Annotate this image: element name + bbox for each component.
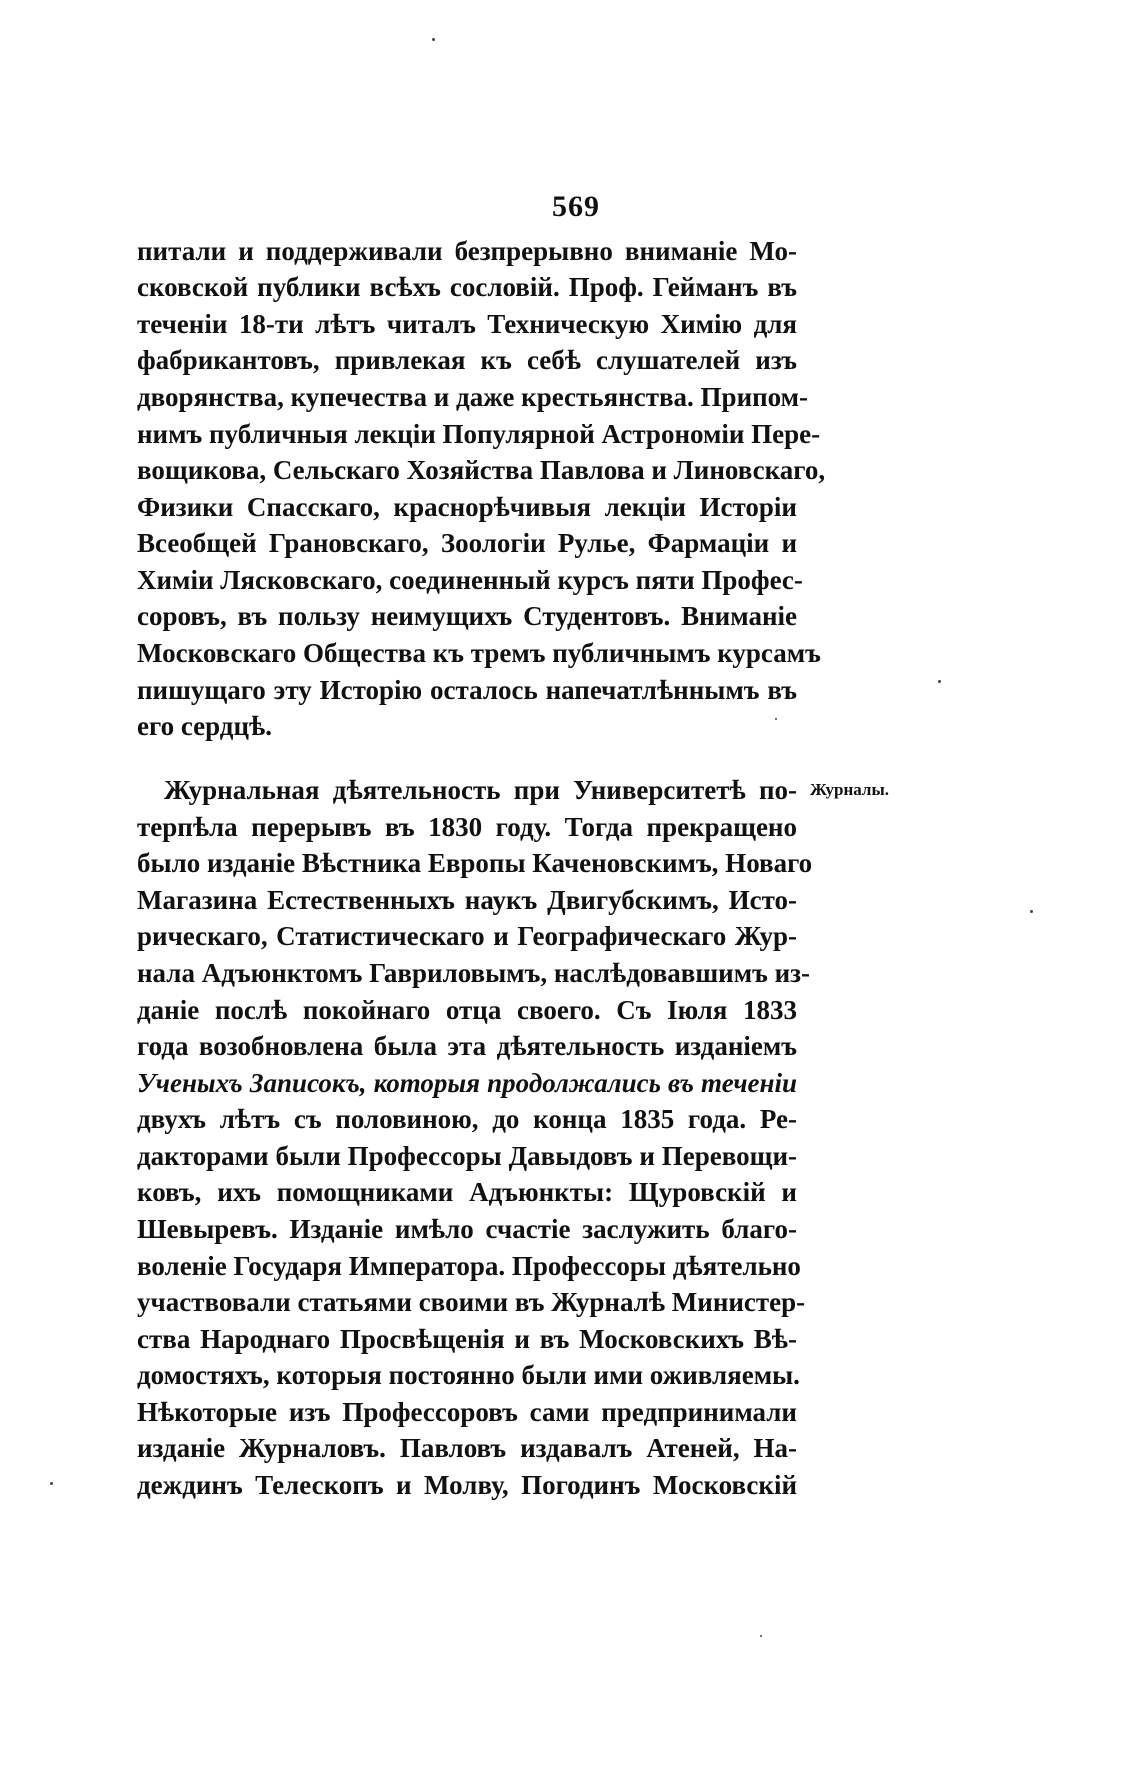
margin-note: Журналы. [810,780,889,799]
scan-speck [760,1635,762,1637]
scan-speck [432,38,435,41]
text-line: нимъ публичныя лекціи Популярной Астрономіи Пере- [137,419,821,449]
scan-speck [1030,910,1033,913]
text-line: питали и поддерживали безпрерывно вниманіе Мо- [137,236,797,266]
text-line: изданіе Журналовъ. Павловъ издавалъ Атеней, На- [137,1433,797,1463]
text-line: участвовали статьями своими въ Журналѣ Министер- [137,1287,806,1317]
text-line: вощикова, Сельскаго Хозяйства Павлова и Линовскаго, [137,455,826,485]
text-line: ства Народнаго Просвѣщенія и въ Московскихъ Вѣ- [137,1324,797,1354]
page-number: 569 [552,190,600,223]
text-line: терпѣла перерывъ въ 1830 году. Тогда прекращено [137,812,797,842]
text-line: дворянства, купечества и даже крестьянства. Припом- [137,382,809,412]
text-line: фабрикантовъ, привлекая къ себѣ слушателей изъ [137,345,797,375]
text-line: домостяхъ, которыя постоянно были ими оживляемы. [137,1360,800,1390]
text-line: сковской публики всѣхъ сословій. Проф. Гейманъ въ [137,272,797,302]
text-line: ковъ, ихъ помощниками Адъюнкты: Щуровскій и [137,1177,797,1207]
text-line: теченіи 18-ти лѣтъ читалъ Техническую Химію для [137,309,797,339]
text-line: Ученыхъ Записокъ, которыя продолжались въ теченіи [137,1068,797,1098]
text-line: Журнальная дѣятельность при Университетѣ по- [164,775,797,805]
scan-speck [775,718,777,720]
text-line: Нѣкоторые изъ Профессоровъ сами предпринимали [137,1397,797,1427]
text-line: соровъ, въ пользу неимущихъ Студентовъ. Вниманіе [137,601,797,631]
text-line: двухъ лѣтъ съ половиною, до конца 1835 года. Ре- [137,1104,797,1134]
text-line: Химіи Лясковскаго, соединенный курсъ пяти Профес- [137,565,803,595]
text-line: пишущаго эту Исторію осталось напечатлѣннымъ въ [137,675,797,705]
text-line: Шевыревъ. Изданіе имѣло счастіе заслужить благо- [137,1214,797,1244]
text-line: деждинъ Телескопъ и Молву, Погодинъ Московскій [137,1470,797,1500]
text-line: нала Адъюнктомъ Гавриловымъ, наслѣдовавшимъ из- [137,958,811,988]
scan-speck [938,680,941,683]
text-line: дакторами были Профессоры Давыдовъ и Перевощи- [137,1141,797,1171]
text-line: Всеобщей Грановскаго, Зоологіи Рулье, Фармаціи и [137,528,797,558]
text-line: даніе послѣ покойнаго отца своего. Съ Іюля 1833 [137,995,797,1025]
text-line: года возобновлена была эта дѣятельность изданіемъ [137,1031,797,1061]
text-line: воленіе Государя Императора. Профессоры дѣятельно [137,1251,801,1281]
text-line: было изданіе Вѣстника Европы Каченовскимъ, Новаго [137,848,813,878]
text-line: его сердцѣ. [137,711,272,741]
text-line: Магазина Естественныхъ наукъ Двигубскимъ, Исто- [137,885,797,915]
scan-speck [50,1482,53,1485]
text-line: Московскаго Общества къ тремъ публичнымъ курсамъ [137,638,821,668]
text-line: рическаго, Статистическаго и Географическаго Жур- [137,921,797,951]
text-line: Физики Спасскаго, краснорѣчивыя лекціи Исторіи [137,492,797,522]
